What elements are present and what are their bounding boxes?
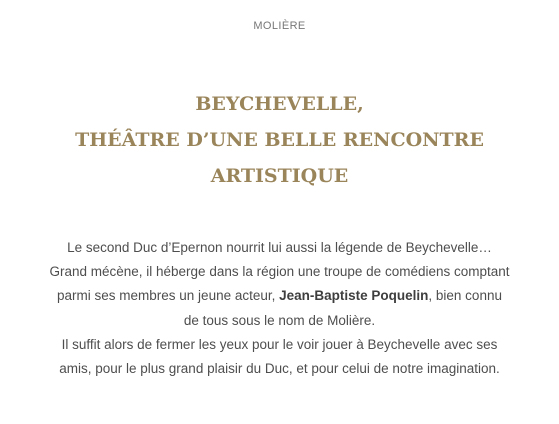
paragraph-line-6: amis, pour le plus grand plaisir du Duc, et pour celui de notre imagination. bbox=[59, 361, 500, 377]
paragraph-line-4: de tous sous le nom de Molière. bbox=[183, 312, 376, 328]
section-eyebrow: MOLIÈRE bbox=[253, 20, 306, 32]
actor-name: Jean-Baptiste Poquelin bbox=[279, 288, 429, 304]
paragraph-line-2: Grand mécène, il héberge dans la région une troupe de comédiens comptant bbox=[49, 264, 510, 280]
paragraph-line-3-end: , bien connu bbox=[428, 288, 502, 304]
story-paragraph bbox=[0, 236, 559, 381]
title-line-2: THÉÂTRE D’UNE BELLE RENCONTRE bbox=[75, 129, 484, 151]
page-title bbox=[0, 86, 559, 194]
paragraph-line-3 bbox=[0, 284, 559, 308]
title-line-3: ARTISTIQUE bbox=[210, 165, 349, 187]
paragraph-line-5: Il suffit alors de fermer les yeux pour le voir jouer à Beychevelle avec ses bbox=[61, 336, 498, 352]
paragraph-line-1: Le second Duc d’Epernon nourrit lui aussi la légende de Beychevelle… bbox=[67, 240, 492, 255]
title-line-1: BEYCHEVELLE, bbox=[195, 93, 364, 115]
paragraph-line-3-start: parmi ses membres un jeune acteur, bbox=[57, 288, 280, 304]
